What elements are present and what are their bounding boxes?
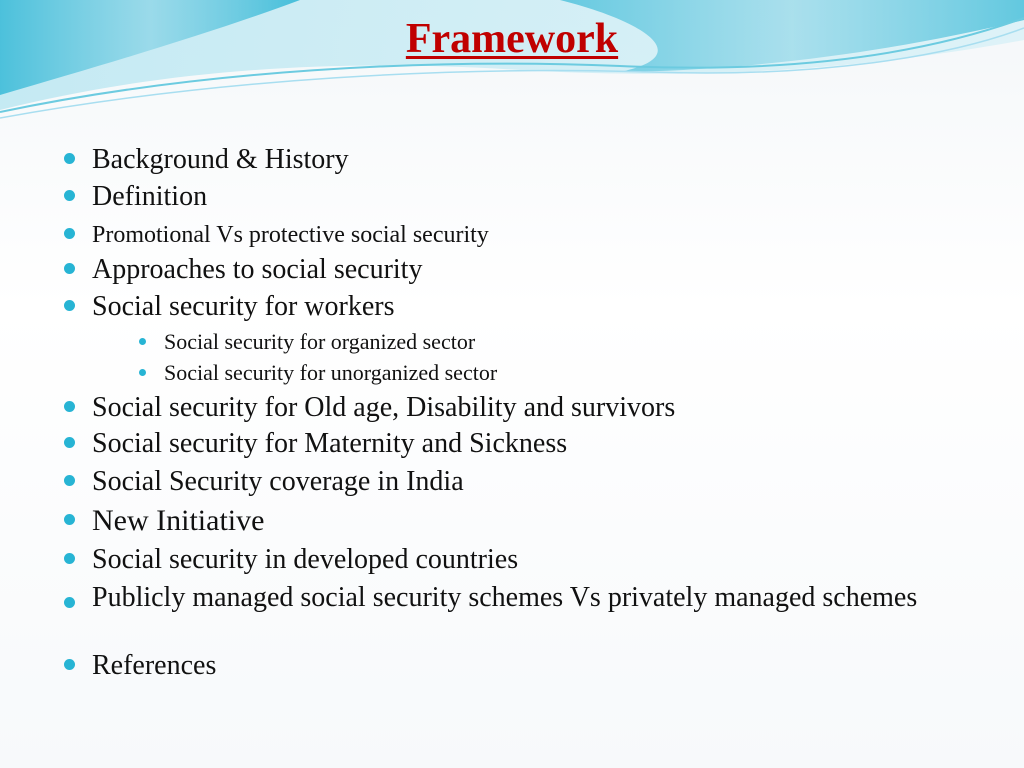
bullet-icon <box>64 153 75 164</box>
bullet-icon <box>64 437 75 448</box>
list-item: Definition <box>92 182 207 212</box>
bullet-icon <box>64 475 75 486</box>
list-item: Promotional Vs protective social security <box>92 220 489 250</box>
list-item: Social Security coverage in India <box>92 467 464 497</box>
bullet-icon <box>64 300 75 311</box>
bullet-icon <box>64 228 75 239</box>
sub-list-item: Social security for unorganized sector <box>164 360 497 386</box>
bullet-icon <box>64 401 75 412</box>
sub-bullet-icon <box>139 369 146 376</box>
list-item: Approaches to social security <box>92 255 422 285</box>
list-item: References <box>92 651 216 681</box>
bullet-icon <box>64 514 75 525</box>
list-item: New Initiative <box>92 506 264 536</box>
list-item: Social security in developed countries <box>92 545 518 575</box>
bullet-icon <box>64 553 75 564</box>
list-item: Social security for Old age, Disability and survivors <box>92 393 675 423</box>
slide-title: Framework <box>405 16 619 62</box>
bullet-icon <box>64 263 75 274</box>
sub-bullet-icon <box>139 338 146 345</box>
list-item: Publicly managed social security schemes Vs privately managed schemes <box>92 583 972 613</box>
bullet-icon <box>64 597 75 608</box>
list-item: Social security for workers <box>92 292 394 322</box>
bullet-icon <box>64 659 75 670</box>
list-item: Background & History <box>92 145 349 175</box>
list-item: Social security for Maternity and Sickness <box>92 429 567 459</box>
bullet-icon <box>64 190 75 201</box>
sub-list-item: Social security for organized sector <box>164 329 475 355</box>
